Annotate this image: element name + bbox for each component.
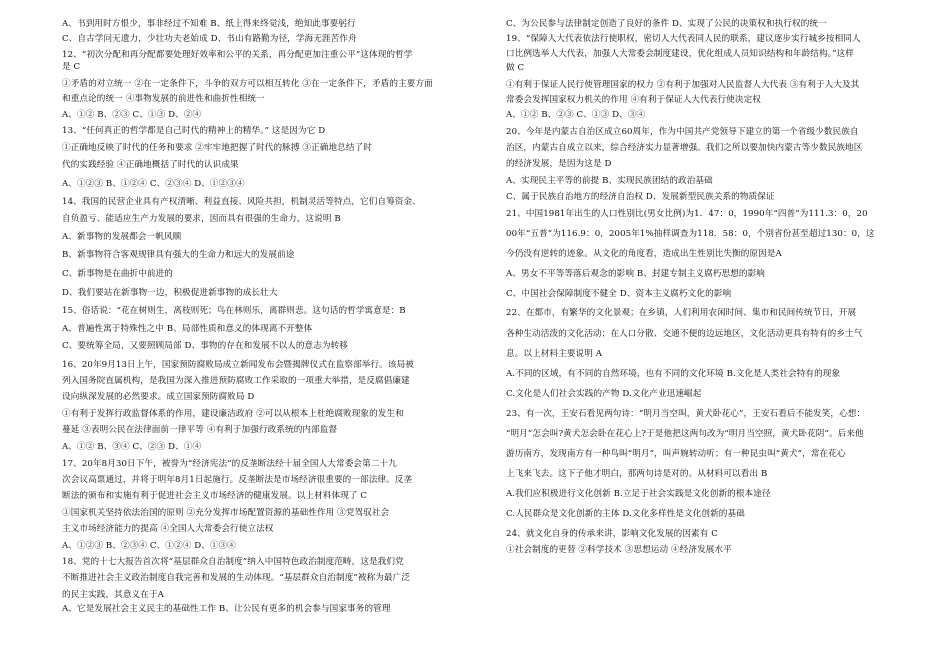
right_column-line: 23、有一次，王安石看见两句诗：“明月当空叫，黄犬卧花心”，王安石看后不能发笑，心想： bbox=[506, 409, 866, 419]
left_column-line: A、书到用时方恨少，事非经过不知难 B、纸上得来终觉浅，绝知此事要躬行 bbox=[62, 19, 356, 29]
right_column-line: 做 C bbox=[506, 63, 525, 73]
left_column-line: 断法的颁布和实施有利于促进社会主义市场经济的健康发展。以上材料体现了 C bbox=[62, 491, 368, 501]
left_column-line: 自负盈亏、能适应生产力发展的要求，因而具有很强的生命力，这说明 B bbox=[62, 214, 341, 224]
left_column-line: A、①② B、②③ C、①③ D、②④ bbox=[62, 110, 202, 120]
right_column-line: 20、今年是内蒙古自治区成立60周年，作为中国共产党领导下建立的第一个省级少数民族自 bbox=[506, 127, 859, 137]
right_column-line: 00年“五普”为116.9：0，2005年1%抽样调查为118．58：0，个别省份甚至超过130：0，这 bbox=[506, 229, 875, 239]
right_column-line: 21、中国1981年出生的人口性别比(男女比例)为1．47：0，1990年“四普”为111.3：0，20 bbox=[506, 209, 868, 219]
right_column-line: A.我们应积极进行文化创新 B.立足于社会实践是文化创新的根本途径 bbox=[506, 489, 771, 499]
left_column-line: ①矛盾的对立统一 ②在一定条件下，斗争的双方可以相互转化 ③在一定条件下，矛盾的主要方面 bbox=[62, 79, 433, 89]
left_column-line: A、普遍性寓于特殊性之中 B、局部性质和意义的体现离不开整体 bbox=[62, 324, 313, 334]
right_column-line: A.不同的区域，有不同的自然环境，也有不同的文化环境 B.文化是人类社会特有的现象 bbox=[506, 369, 841, 379]
right_column-line: 口比例选举人大代表，加强人大常委会制度建设，优化组成人员知识结构和年龄结构。”这样 bbox=[506, 49, 854, 59]
right_column-line: C.文化是人们社会实践的产物 D.文化产业迅速崛起 bbox=[506, 389, 702, 399]
right_column-line: 息。以上材料主要说明 A bbox=[506, 349, 603, 359]
right_column-line: 今仍没有逆转的迹象。从文化的角度看，造成出生性别比失衡的原因是A bbox=[506, 249, 782, 259]
left_column-line: C、自古学问无遗力，少壮功夫老始成 D、书山有路勤为径，学海无涯苦作舟 bbox=[62, 34, 357, 44]
right_column-line: 22、在都市，有繁华的文化景观；在乡镇，人们利用农闲时间、集市和民间传统节日，开展 bbox=[506, 308, 857, 318]
left_column-line: 列入国务院直属机构，是我国为深入推进预防腐败工作采取的一项重大举措，是反腐倡廉建 bbox=[62, 376, 410, 386]
left_column-line: 和重点论的统一 ④事物发展的前进性和曲折性相统一 bbox=[62, 94, 265, 104]
right_column-line: 常委会发挥国家权力机关的作用 ④有利于保证人大代表行使决定权 bbox=[506, 95, 761, 105]
right_column-line: 各种生动活泼的文化活动；在人口分散、交通不便的边远地区，文化活动更具有特有的乡土气 bbox=[506, 329, 863, 339]
left_column-line: A、它是发展社会主义民主的基础性工作 B、让公民有更多的机会参与国家事务的管理 bbox=[62, 604, 391, 614]
left_column-line: C、新事物是在曲折中前进的 bbox=[62, 269, 174, 279]
right_column-line: 游历南方，发现南方有一种鸟叫“明月”，叫声婉转动听；有一种昆虫叫“黄犬”，常在花心 bbox=[506, 449, 846, 459]
right_column-line: 治区，内蒙古自成立以来，综合经济实力显著增强。我们之所以要加快内蒙古等少数民族地区 bbox=[506, 143, 863, 153]
left_column-line: C、要统筹全局，又要照顾局部 D、事物的存在和发展不以人的意志为转移 bbox=[62, 341, 349, 351]
left_column-line: 主义市场经济能力的提高 ④全国人大常委会行使立法权 bbox=[62, 524, 274, 534]
right_column-line: “明月”怎会叫?黄犬怎会卧在花心上?于是他把这两句改为“明月当空照，黄犬卧花阴”。后来他 bbox=[506, 429, 864, 439]
left_column-line: 14、我国的民营企业具有产权清晰、利益直接、风险共担，机制灵活等特点，它们自筹资金、 bbox=[62, 197, 421, 207]
left_column-line: 是 C bbox=[62, 62, 81, 72]
left_column-line: A、①②③ B、②③④ C、①②④ D、①③④ bbox=[62, 541, 236, 551]
left_column-line: 蔓延 ③表明公民在法律面前一律平等 ④有利于加强行政系统的内部监督 bbox=[62, 425, 338, 435]
right_column-line: 19、“保障人大代表依法行使职权，密切人大代表同人民的联系，建议逐步实行城乡按相同人 bbox=[506, 34, 861, 44]
right_column-line: C、为公民参与法律制定创造了良好的条件 D、实现了公民的决策权和执行权的统一 bbox=[506, 19, 827, 29]
left_column-line: 设向纵深发展的必然要求。成立国家预防腐败局 D bbox=[62, 392, 255, 402]
right_column-line: A、①② B、②③ C、①③ D、③④ bbox=[506, 110, 646, 120]
right_column-line: 上飞来飞去。这下子他才明白，那两句诗是对的。从材料可以看出 B bbox=[506, 469, 768, 479]
left_column-line: ①正确地反映了时代的任务和要求 ②牢牢地把握了时代的脉搏 ③正确地总结了时 bbox=[62, 143, 372, 153]
left_column-line: 13、“任何真正的哲学都是自己时代的精神上的精华。” 这是因为它 D bbox=[62, 126, 326, 136]
left_column-line: A、新事物的发展都会一帆风顺 bbox=[62, 232, 182, 242]
left_column-line: 次会议高票通过，并将于明年8月1日起施行。反垄断法是市场经济很重要的一部法律。反垄 bbox=[62, 475, 413, 485]
left_column-line: 的民主实践，其意义在于A bbox=[62, 590, 164, 600]
left_column-line: D、我们要站在新事物一边，积极促进新事物的成长壮大 bbox=[62, 288, 278, 298]
right_column-line: 24、就文化自身的传承来讲，影响文化发展的因素有 C bbox=[506, 529, 718, 539]
left_column-line: 17、20年8月30日下午，被誉为“经济宪法”的反垄断法经十届全国人大常委会第二十九 bbox=[62, 459, 397, 469]
right_column-line: A、男女不平等等落后观念的影响 B、封建专制主义腐朽思想的影响 bbox=[506, 269, 765, 279]
left_column-line: 12、“初次分配和再分配都要处理好效率和公平的关系，再分配更加注重公平”这体现的哲学 bbox=[62, 50, 413, 60]
left_column-line: ①国家机关坚持依法治国的原则 ②充分发挥市场配置资源的基础性作用 ③党驾驭社会 bbox=[62, 508, 390, 518]
right_column-line: ①社会制度的更替 ②科学技术 ③思想运动 ④经济发展水平 bbox=[506, 545, 732, 555]
left_column-line: A、①②③ B、①②④ C、②③④ D、①②③④ bbox=[62, 179, 245, 189]
left_column-line: ①有利于发挥行政监督体系的作用，建设廉洁政府 ②可以从根本上杜绝腐败现象的发生和 bbox=[62, 409, 404, 419]
right_column-line: C、中国社会保障制度不健全 D、资本主义腐朽文化的影响 bbox=[506, 289, 732, 299]
left_column-line: 18、党的十七大报告首次将“基层群众自治制度”纳入中国特色政治制度范畴，这是我们党 bbox=[62, 557, 404, 567]
right_column-line: A、实现民主平等的前提 B、实现民族团结的政治基础 bbox=[506, 176, 713, 186]
left_column-line: 代的实践经验 ④正确地概括了时代的认识成果 bbox=[62, 160, 239, 170]
left_column-line: 15、俗话说：“花在树则生，离枝则死；鸟在林则乐，离群则悲。这句话的哲学寓意是：B bbox=[62, 306, 406, 316]
right_column-line: ①有利于保证人民行使管理国家的权力 ②有利于加强对人民监督人大代表 ③有利于人大及其 bbox=[506, 80, 860, 90]
right_column-line: 的经济发展，是因为这是 D bbox=[506, 159, 612, 169]
left_column-line: 16、20年9月13日上午，国家预防腐败局成立新闻发布会暨揭牌仪式在监察部举行。该局被 bbox=[62, 360, 414, 370]
left_column-line: B、新事物符合客观规律具有强大的生命力和远大的发展前途 bbox=[62, 250, 295, 260]
left_column-line: A、①② B、③④ C、②③ D、①④ bbox=[62, 442, 202, 452]
right_column-line: C、属于民族自治地方的经济自治权 D、发展新型民族关系的物质保证 bbox=[506, 192, 775, 202]
left_column-line: 不断推进社会主义政治制度自我完善和发展的生动体现。“基层群众自治制度”被称为最广泛 bbox=[62, 573, 411, 583]
right_column-line: C.人民群众是文化创新的主体 D.文化多样性是文化创新的基础 bbox=[506, 509, 745, 519]
